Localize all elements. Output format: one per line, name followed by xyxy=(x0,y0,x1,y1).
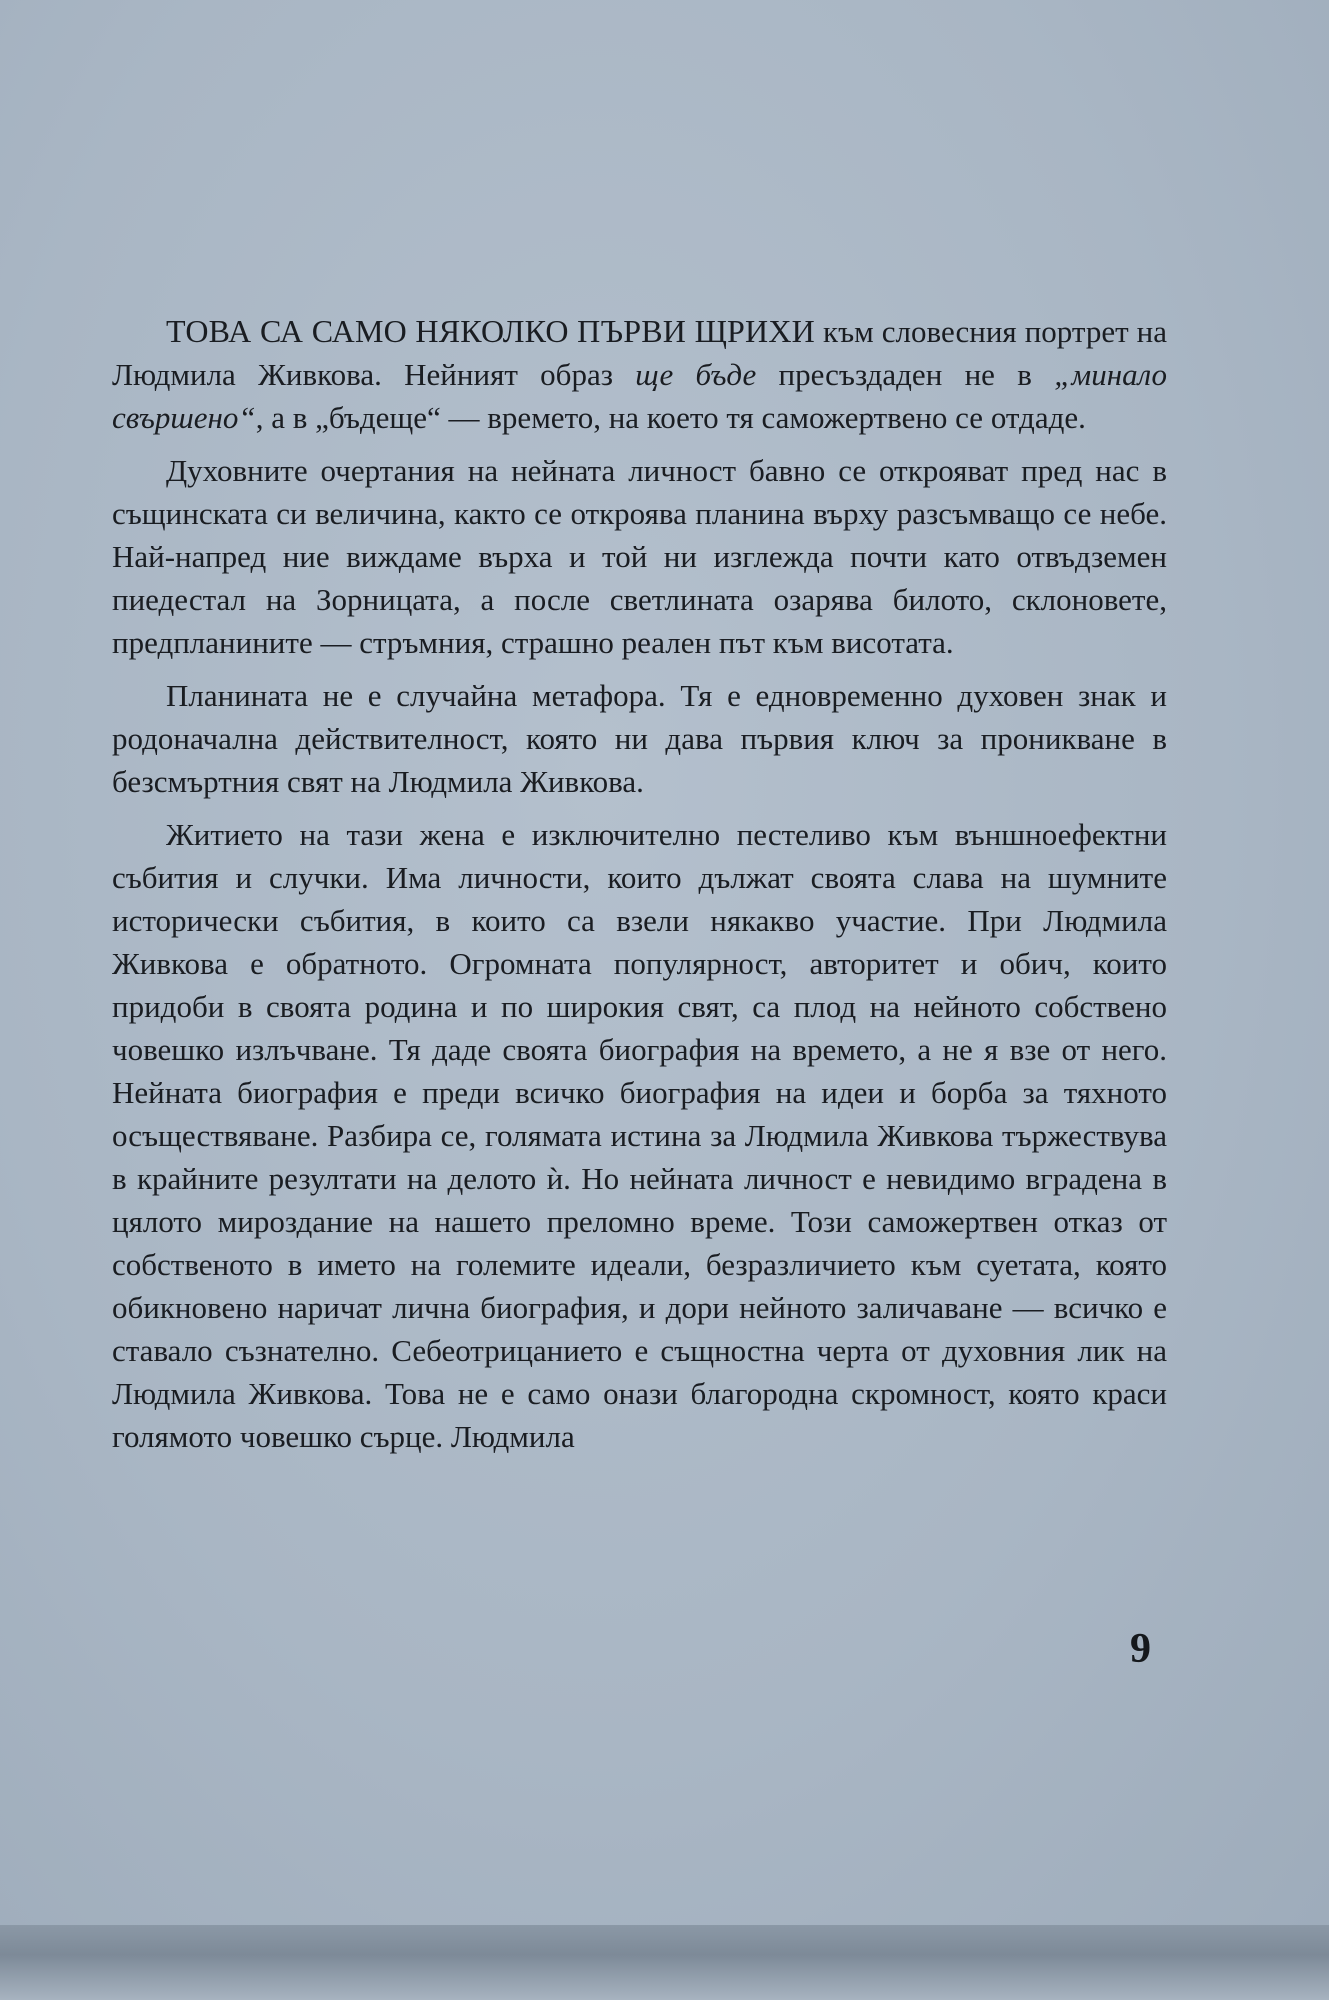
paragraph-4: Житието на тази жена е изключително пестеливо към външноефектни събития и случки. Има личности, които дължат своята слава на шумните исторически събития, в които са взели някакво участие. При Людмила Живкова е обратното. Огромната популярност, авторитет и обич, които придоби в своята родина и по широкия свят, са плод на нейното собствено човешко излъчване. Тя даде своята биография на времето, а не я взе от него. Нейната биография е преди всичко биография на идеи и борба за тяхното осъществяване. Разбира се, голямата истина за Людмила Живкова тържествува в крайните резултати на делото ѝ. Но нейната личност е невидимо вградена в цялото мироздание на нашето преломно време. Този саможертвен отказ от собственото в името на големите идеали, безразличието към суетата, която обикновено наричат лична биография, и дори нейното заличаване — всичко е ставало съзнателно. Себеотрицанието е същностна черта от духовния лик на Людмила Живкова. Това не е само онази благородна скромност, която краси голямото човешко сърце. Людмила xyxy=(112,817,1167,1454)
page-number: 9 xyxy=(1130,1626,1151,1672)
paragraph-1 xyxy=(112,310,1167,439)
body-text xyxy=(112,310,1167,1468)
italic-phrase-2: „минало свършено“ xyxy=(112,357,1167,435)
paragraph-1-part-1: към словесния портрет на Людмила Живкова. Нейният образ xyxy=(112,314,1168,392)
paragraph-1-part-2: пресъздаден не в xyxy=(756,357,1055,392)
italic-phrase-1: ще бъде xyxy=(635,357,757,392)
paragraph-lead-caps: ТОВА СА САМО НЯКОЛКО ПЪРВИ ЩРИХИ xyxy=(166,313,815,349)
paragraph-1-part-3: , а в „бъдеще“ — времето, на което тя саможертвено се отдаде. xyxy=(255,400,1086,435)
page-bottom-edge xyxy=(0,1925,1329,2000)
paragraph-3: Планината не е случайна метафора. Тя е едновременно духовен знак и родоначална действителност, която ни дава първия ключ за проникване в безсмъртния свят на Людмила Живкова. xyxy=(112,678,1167,799)
paragraph-2: Духовните очертания на нейната личност бавно се открояват пред нас в същинската си величина, както се откроява планина върху разсъмващо се небе. Най-напред ние виждаме върха и той ни изглежда почти като отвъдземен пиедестал на Зорницата, а после светлината озарява билото, склоновете, предпланините — стръмния, страшно реален път към висотата. xyxy=(112,453,1167,660)
